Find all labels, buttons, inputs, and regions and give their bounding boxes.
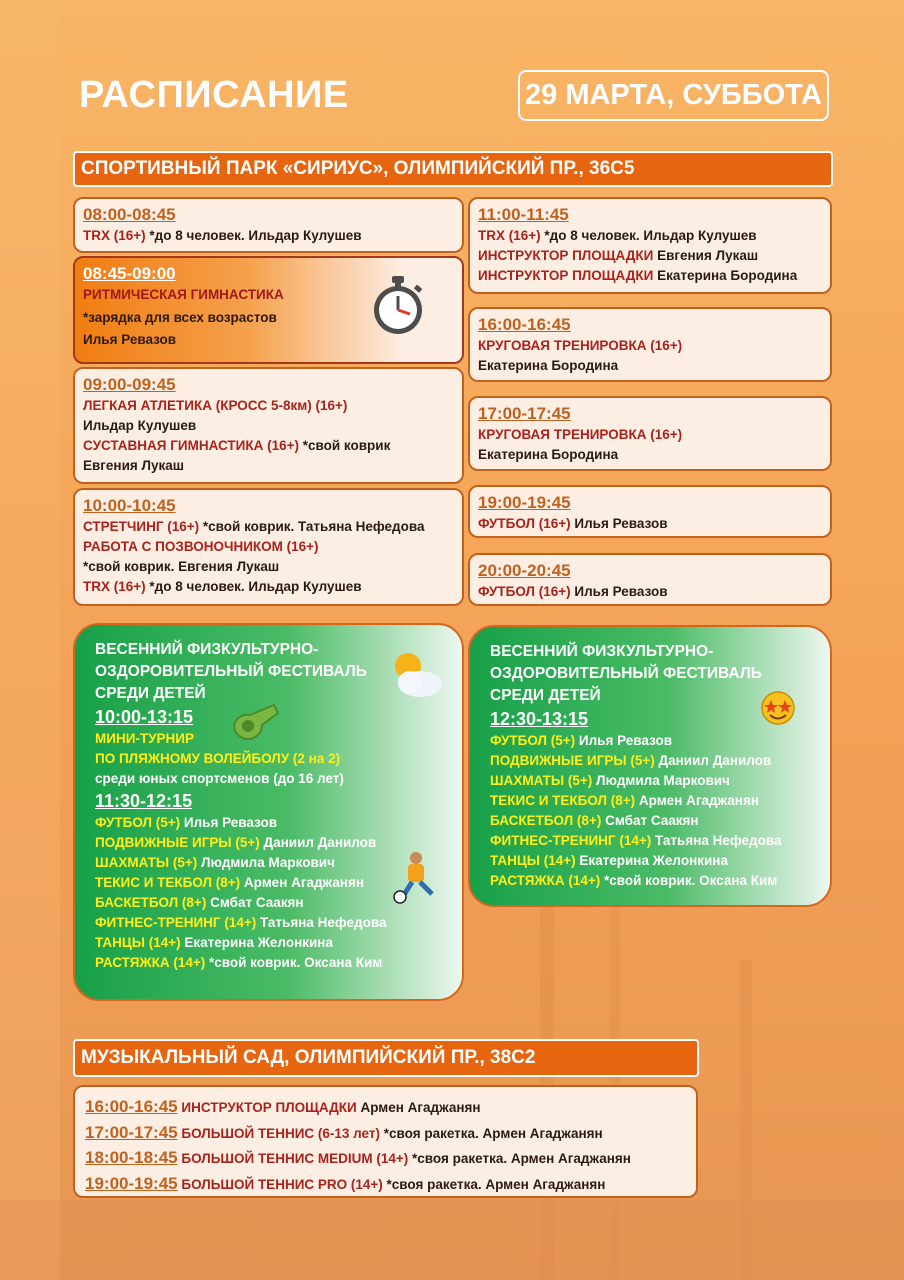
venue-sirius-bar: СПОРТИВНЫЙ ПАРК «СИРИУС», ОЛИМПИЙСКИЙ ПР., 36С5 (73, 151, 833, 187)
activity-line: ФУТБОЛ (5+) Илья Ревазов (95, 815, 277, 830)
festival-title-line: ОЗДОРОВИТЕЛЬНЫЙ ФЕСТИВАЛЬ (95, 663, 367, 680)
music-garden-schedule (73, 1085, 698, 1198)
schedule-row: 19:00-19:45 БОЛЬШОЙ ТЕННИС PRO (14+) *своя ракетка. Армен Агаджанян (85, 1173, 606, 1193)
activity-line: СТРЕТЧИНГ (16+) *свой коврик. Татьяна Нефедова (83, 519, 425, 534)
activity-line: ШАХМАТЫ (5+) Людмила Маркович (490, 773, 730, 788)
activity-line: TRX (16+) *до 8 человек. Ильдар Кулушев (83, 579, 362, 594)
schedule-card (468, 197, 832, 294)
time-slot: 19:00-19:45 (478, 493, 571, 512)
time-slot: 10:00-13:15 (95, 707, 194, 727)
date-badge: 29 МАРТА, СУББОТА (518, 70, 829, 121)
activity-line: ТЕКИС И ТЕКБОЛ (8+) Армен Агаджанян (95, 875, 364, 890)
activity-line: ПО ПЛЯЖНОМУ ВОЛЕЙБОЛУ (2 на 2) (95, 751, 341, 766)
instructor-line: Ильдар Кулушев (83, 418, 197, 433)
schedule-row: 17:00-17:45 БОЛЬШОЙ ТЕННИС (6-13 лет) *своя ракетка. Армен Агаджанян (85, 1122, 603, 1142)
activity-line: ПОДВИЖНЫЕ ИГРЫ (5+) Даниил Данилов (95, 835, 377, 850)
time-slot: 11:00-11:45 (478, 205, 569, 224)
football-player-icon (392, 850, 446, 906)
instructor-line: Екатерина Бородина (478, 358, 619, 373)
stopwatch-icon (370, 274, 426, 336)
activity-line: СУСТАВНАЯ ГИМНАСТИКА (16+) *свой коврик (83, 438, 391, 453)
time-slot: 11:30-12:15 (95, 791, 193, 811)
schedule-card (468, 396, 832, 471)
activity-line: РАСТЯЖКА (14+) *свой коврик. Оксана Ким (95, 955, 383, 970)
schedule-card (468, 307, 832, 382)
schedule-card (73, 488, 464, 606)
schedule-card (468, 553, 832, 606)
time-slot: 12:30-13:15 (490, 709, 589, 729)
activity-line: РИТМИЧЕСКАЯ ГИМНАСТИКА (83, 287, 284, 302)
time-slot: 17:00-17:45 (478, 404, 571, 423)
activity-line: ФИТНЕС-ТРЕНИНГ (14+) Татьяна Нефедова (95, 915, 387, 930)
venue-music-garden-bar: МУЗЫКАЛЬНЫЙ САД, ОЛИМПИЙСКИЙ ПР., 38С2 (73, 1039, 699, 1077)
time-slot: 08:45-09:00 (83, 264, 176, 283)
whistle-icon (228, 695, 282, 745)
schedule-card (468, 485, 832, 538)
activity-line: РАБОТА С ПОЗВОНОЧНИКОМ (16+) (83, 539, 319, 554)
instructor-line: Илья Ревазов (83, 332, 177, 347)
activity-line: ФУТБОЛ (16+) Илья Ревазов (478, 516, 668, 531)
activity-line: TRX (16+) *до 8 человек. Ильдар Кулушев (83, 228, 362, 243)
activity-line: КРУГОВАЯ ТРЕНИРОВКА (16+) (478, 338, 683, 353)
activity-line: ШАХМАТЫ (5+) Людмила Маркович (95, 855, 335, 870)
activity-line: ТАНЦЫ (14+) Екатерина Желонкина (95, 935, 333, 950)
activity-line: РАСТЯЖКА (14+) *свой коврик. Оксана Ким (490, 873, 778, 888)
time-slot: 16:00-16:45 (478, 315, 571, 334)
note-line: *свой коврик. Евгения Лукаш (83, 559, 280, 574)
activity-line: КРУГОВАЯ ТРЕНИРОВКА (16+) (478, 427, 683, 442)
page-title: РАСПИСАНИЕ (79, 74, 349, 116)
festival-title-line: СРЕДИ ДЕТЕЙ (95, 685, 206, 702)
activity-line: БАСКЕТБОЛ (8+) Смбат Саакян (490, 813, 699, 828)
activity-line: ФУТБОЛ (16+) Илья Ревазов (478, 584, 668, 599)
time-slot: 20:00-20:45 (478, 561, 571, 580)
activity-line: ФИТНЕС-ТРЕНИНГ (14+) Татьяна Нефедова (490, 833, 782, 848)
activity-line: ЛЕГКАЯ АТЛЕТИКА (КРОСС 5-8км) (16+) (83, 398, 348, 413)
activity-line: ПОДВИЖНЫЕ ИГРЫ (5+) Даниил Данилов (490, 753, 772, 768)
activity-line: ФУТБОЛ (5+) Илья Ревазов (490, 733, 672, 748)
activity-line: МИНИ-ТУРНИР (95, 731, 195, 746)
weather-sun-cloud-icon (388, 648, 444, 700)
schedule-card (73, 197, 464, 253)
schedule-row: 16:00-16:45 ИНСТРУКТОР ПЛОЩАДКИ Армен Агаджанян (85, 1097, 481, 1116)
activity-line: ТЕКИС И ТЕКБОЛ (8+) Армен Агаджанян (490, 793, 759, 808)
instructor-line: Евгения Лукаш (83, 458, 185, 473)
festival-card-right (468, 625, 832, 907)
activity-line: TRX (16+) *до 8 человек. Ильдар Кулушев (478, 228, 757, 243)
time-slot: 09:00-09:45 (83, 375, 176, 394)
time-slot: 08:00-08:45 (83, 205, 176, 224)
schedule-card (73, 367, 464, 484)
note-line: *зарядка для всех возрастов (83, 310, 277, 325)
festival-title-line: ВЕСЕННИЙ ФИЗКУЛЬТУРНО- (490, 643, 714, 660)
star-struck-emoji-icon (760, 690, 796, 726)
instructor-line: Екатерина Бородина (478, 447, 619, 462)
festival-title-line: СРЕДИ ДЕТЕЙ (490, 687, 601, 704)
activity-line: ИНСТРУКТОР ПЛОЩАДКИ Екатерина Бородина (478, 268, 798, 283)
festival-title-line: ВЕСЕННИЙ ФИЗКУЛЬТУРНО- (95, 641, 319, 658)
activity-line: ИНСТРУКТОР ПЛОЩАДКИ Евгения Лукаш (478, 248, 759, 263)
festival-title-line: ОЗДОРОВИТЕЛЬНЫЙ ФЕСТИВАЛЬ (490, 665, 762, 682)
activity-line: ТАНЦЫ (14+) Екатерина Желонкина (490, 853, 728, 868)
schedule-row: 18:00-18:45 БОЛЬШОЙ ТЕННИС MEDIUM (14+) *своя ракетка. Армен Агаджанян (85, 1148, 631, 1167)
time-slot: 10:00-10:45 (83, 496, 176, 515)
activity-line: БАСКЕТБОЛ (8+) Смбат Саакян (95, 895, 304, 910)
note-line: среди юных спортсменов (до 16 лет) (95, 771, 344, 786)
